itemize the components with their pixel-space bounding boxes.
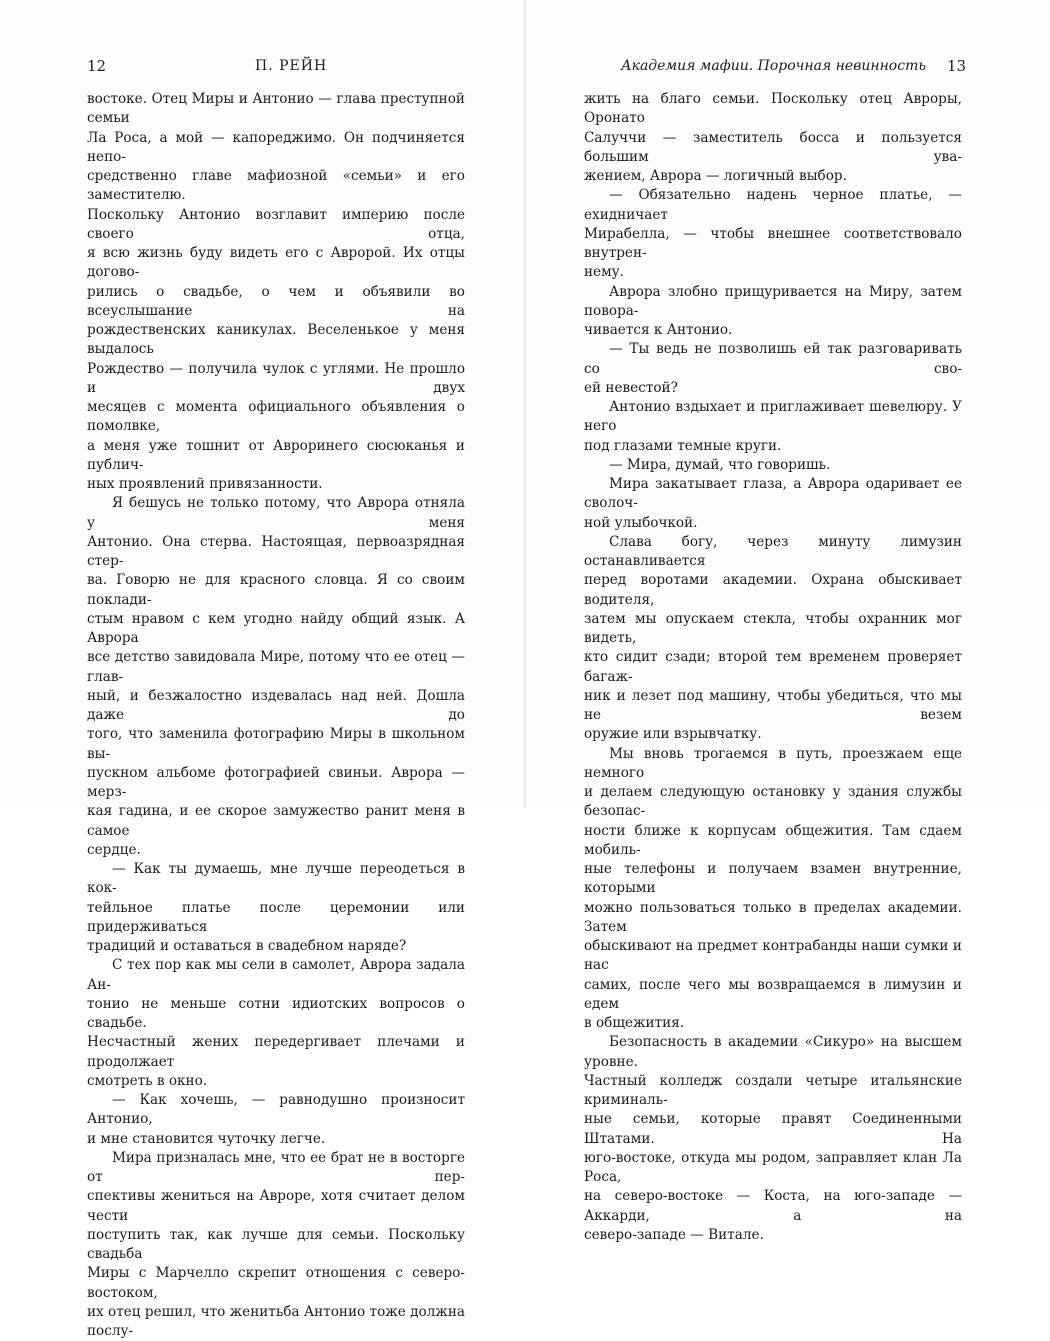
text-line: того, что заменила фотографию Миры в школьном вы- [87,726,465,762]
text-line: Слава богу, через минуту лимузин останавливается [584,533,962,569]
text-line: Ла Роса, а мой — капореджимо. Он подчиняется непо- [87,129,465,165]
text-line: кто сидит сзади; второй тем временем проверяет багаж- [584,649,962,685]
text-line: ные семьи, которые правят Соединенными Штатами. На [584,1111,962,1147]
text-line: Безопасность в академии «Сикуро» на высшем уровне. [584,1034,962,1070]
text-line: можно пользоваться только в пределах академии. Затем [584,899,962,935]
text-line: оружие или взрывчатку. [584,726,762,743]
text-line: пускном альбоме фотографией свиньи. Аврора — мерз- [87,764,465,800]
text-line: Мирабелла, — чтобы внешнее соответствовало внутрен- [584,225,962,261]
text-line: ности ближе к корпусам общежития. Там сдаем мобиль- [584,822,962,858]
text-line: обыскивают на предмет контрабанды наши сумки и нас [584,938,962,974]
text-line: С тех пор как мы сели в самолет, Аврора задала Ан- [87,957,465,993]
text-line: и мне становится чуточку легче. [87,1130,326,1147]
text-line: северо-западе — Витале. [584,1226,764,1243]
text-line: я всю жизнь буду видеть его с Авророй. Их отцы догово- [87,245,465,281]
text-line: традиций и оставаться в свадебном наряде? [87,938,407,954]
text-line: все детство завидовала Мире, потому что ее отец — глав- [87,649,465,685]
text-line: в общежития. [584,1015,685,1031]
text-line: ной улыбочкой. [584,514,698,531]
text-line: — Как ты думаешь, мне лучше переодеться в кок- [87,861,465,897]
text-line: ник и лезет под машину, чтобы убедиться, что мы не везем [584,687,962,723]
text-line: жением, Аврора — логичный выбор. [584,168,847,184]
right-page [526,0,1050,1243]
text-line: на северо-востоке — Коста, на юго-западе — Аккарди, а на [584,1188,962,1224]
text-line: сердце. [87,841,141,858]
text-line: спективы жениться на Авроре, хотя считает делом чести [87,1188,465,1224]
text-line: под глазами темные круги. [584,437,782,454]
text-line: рились о свадьбе, о чем и объявили во всеуслышание на [87,283,465,319]
text-line: перед воротами академии. Охрана обыскивает водителя, [584,572,962,608]
left-running-head: П. РЕЙН [255,58,328,74]
text-line: Аврора злобно прищуривается на Миру, затем повора- [584,283,962,319]
right-page-number: 13 [947,57,967,75]
text-line: ей невестой? [584,379,678,396]
text-line: месяцев с момента официального объявления о помолвке, [87,399,465,435]
text-line: кая гадина, и ее скорое замужество ранит меня в самое [87,803,465,839]
text-line: — Ты ведь не позволишь ей так разговаривать со сво- [584,341,962,377]
text-line: тейльное платье после церемонии или придерживаться [87,899,465,935]
text-line: средственно главе мафиозной «семьи» и его заместителю. [87,168,465,204]
text-line: тонио не меньше сотни идиотских вопросов о свадьбе. [87,995,465,1031]
text-line: Рождество — получила чулок с углями. Не прошло и двух [87,360,465,396]
right-running-head: Академия мафии. Порочная невинность [621,58,926,74]
text-line: поступить так, как лучше для семьи. Поскольку свадьба [87,1226,465,1262]
text-line: Антонио. Она стерва. Настоящая, первоазрядная стер- [87,533,465,569]
left-body-text [87,90,465,1341]
text-line: Я бешусь не только потому, что Аврора отняла у меня [87,495,465,531]
left-page [0,0,524,1339]
text-line: чивается к Антонио. [584,322,733,338]
text-line: юго-востоке, откуда мы родом, заправляет клан Ла Роса, [584,1149,962,1185]
text-line: затем мы опускаем стекла, чтобы охранник мог видеть, [584,610,962,646]
text-line: стым нравом с кем угодно найду общий язык. А Аврора [87,610,465,646]
text-line: востоке. Отец Миры и Антонио — глава преступной семьи [87,91,465,127]
text-line: ных проявлений привязанности. [87,476,323,492]
text-line: а меня уже тошнит от Авроринего сюсюканья и публич- [87,437,465,473]
text-line: Мира призналась мне, что ее брат не в восторге от пер- [87,1149,465,1185]
text-line: самих, после чего мы возвращаемся в лимузин и едем [584,976,962,1012]
text-line: ва. Говорю не для красного словца. Я со своим поклади- [87,572,465,608]
left-page-number: 12 [87,57,107,75]
text-line: — Мира, думай, что говоришь. [609,456,831,473]
text-line: ные телефоны и получаем взамен внутренние, которыми [584,861,962,897]
text-line: Мира закатывает глаза, а Аврора одаривает ее сволоч- [584,476,962,512]
text-line: Частный колледж создали четыре итальянские криминаль- [584,1072,962,1108]
text-line: ный, и безжалостно издевалась над ней. Дошла даже до [87,687,465,723]
text-line: рождественских каникулах. Веселенькое у меня выдалось [87,322,465,358]
right-body-text [584,90,962,1245]
text-line: Поскольку Антонио возглавит империю после своего отца, [87,206,465,242]
text-line: Несчастный жених передергивает плечами и продолжает [87,1034,465,1070]
text-line: нему. [584,264,624,281]
text-line: жить на благо семьи. Поскольку отец Авроры, Оронато [584,91,962,127]
text-line: — Как хочешь, — равнодушно произносит Антонио, [87,1092,465,1128]
text-line: Салуччи — заместитель босса и пользуется большим ува- [584,129,962,165]
text-line: Мы вновь трогаемся в путь, проезжаем еще немного [584,745,962,781]
text-line: Антонио вздыхает и приглаживает шевелюру. У него [584,399,962,435]
text-line: и делаем следующую остановку у здания службы безопас- [584,784,962,820]
text-line: — Обязательно надень черное платье, — ехидничает [584,187,962,223]
text-line: их отец решил, что женитьба Антонио тоже должна послу- [87,1303,465,1339]
text-line: смотреть в окно. [87,1072,208,1089]
text-line: Миры с Марчелло скрепит отношения с северо-востоком, [87,1265,465,1301]
